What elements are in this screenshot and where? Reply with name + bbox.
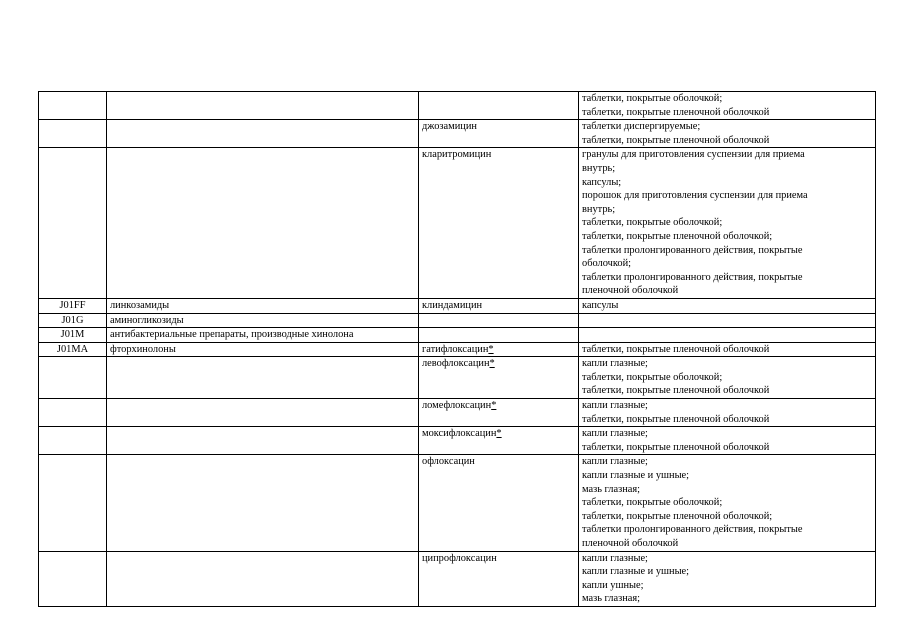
dosage-forms-cell — [579, 357, 876, 399]
drug-name: ципрофлоксацин — [422, 552, 497, 564]
atc-group-cell: линкозамиды — [107, 298, 419, 313]
dosage-form-line: таблетки, покрытые пленочной оболочкой — [582, 385, 770, 397]
atc-code-cell: J01MA — [39, 342, 107, 357]
table-row — [39, 328, 876, 343]
atc-code-cell — [39, 357, 107, 399]
dosage-form-line: таблетки пролонгированного действия, покрытые — [582, 271, 803, 283]
dosage-forms-cell — [579, 313, 876, 328]
dosage-forms-cell — [579, 455, 876, 551]
dosage-forms-cell — [579, 148, 876, 299]
dosage-form-line: мазь глазная; — [582, 593, 641, 605]
dosage-form-line: таблетки, покрытые пленочной оболочкой — [582, 106, 770, 118]
atc-code-cell: J01G — [39, 313, 107, 328]
atc-group-cell — [107, 455, 419, 551]
dosage-form-line: капли глазные; — [582, 400, 648, 412]
drug-name-cell — [419, 328, 579, 343]
dosage-form-line: таблетки пролонгированного действия, покрытые — [582, 244, 803, 256]
drug-name: клиндамицин — [422, 299, 483, 311]
table-row — [39, 148, 876, 299]
table-row — [39, 92, 876, 120]
dosage-form-line: капли ушные; — [582, 579, 644, 591]
dosage-form-line: таблетки, покрытые пленочной оболочкой — [582, 343, 770, 355]
dosage-form-line: капсулы — [582, 299, 619, 311]
atc-group-cell — [107, 92, 419, 120]
dosage-forms-cell — [579, 92, 876, 120]
dosage-form-line: таблетки, покрытые пленочной оболочкой; — [582, 230, 773, 242]
dosage-form-line: капли глазные; — [582, 552, 648, 564]
drug-name-cell — [419, 357, 579, 399]
drug-name-cell — [419, 551, 579, 606]
dosage-forms-cell — [579, 120, 876, 148]
dosage-form-line: мазь глазная; — [582, 483, 641, 495]
dosage-forms-cell — [579, 427, 876, 455]
dosage-form-line: таблетки, покрытые оболочкой; — [582, 497, 723, 509]
dosage-form-line: пленочной оболочкой — [582, 538, 679, 549]
dosage-form-line: таблетки, покрытые оболочкой; — [582, 93, 723, 104]
atc-code-cell — [39, 92, 107, 120]
drug-name: моксифлоксацин — [422, 428, 497, 440]
dosage-forms-cell — [579, 328, 876, 343]
atc-code-cell: J01FF — [39, 298, 107, 313]
drug-name-cell — [419, 427, 579, 455]
drug-name: джозамицин — [422, 121, 477, 133]
atc-group-cell — [107, 399, 419, 427]
footnote-marker: * — [496, 428, 502, 440]
drug-name: левофлоксацин — [422, 358, 490, 370]
table-row — [39, 427, 876, 455]
atc-code-cell — [39, 148, 107, 299]
drug-name: кларитромицин — [422, 149, 492, 161]
atc-code-cell — [39, 399, 107, 427]
dosage-forms-cell — [579, 551, 876, 606]
dosage-form-line: пленочной оболочкой — [582, 285, 679, 297]
dosage-form-line: таблетки, покрытые пленочной оболочкой — [582, 413, 770, 425]
drug-name-cell — [419, 455, 579, 551]
dosage-form-line: внутрь; — [582, 162, 616, 174]
table-row — [39, 313, 876, 328]
dosage-form-line: капли глазные; — [582, 358, 648, 370]
table-row — [39, 455, 876, 551]
footnote-marker: * — [489, 358, 495, 370]
dosage-form-line: капли глазные; — [582, 428, 648, 440]
dosage-form-line: таблетки пролонгированного действия, покрытые — [582, 524, 803, 536]
drug-name-cell — [419, 399, 579, 427]
drug-name: гатифлоксацин — [422, 343, 489, 355]
atc-code-cell — [39, 551, 107, 606]
dosage-form-line: капли глазные; — [582, 456, 648, 468]
atc-code-cell — [39, 427, 107, 455]
atc-group-cell — [107, 551, 419, 606]
dosage-form-line: капсулы; — [582, 176, 622, 188]
atc-code-cell: J01M — [39, 328, 107, 343]
drug-name: ломефлоксацин — [422, 400, 492, 412]
atc-code-cell — [39, 120, 107, 148]
dosage-forms-cell — [579, 298, 876, 313]
dosage-form-line: капли глазные и ушные; — [582, 566, 690, 578]
atc-group-cell: аминогликозиды — [107, 313, 419, 328]
dosage-forms-cell — [579, 399, 876, 427]
dosage-form-line: таблетки, покрытые оболочкой; — [582, 371, 723, 383]
table-row — [39, 399, 876, 427]
dosage-form-line: таблетки, покрытые пленочной оболочкой — [582, 134, 770, 146]
table-row — [39, 120, 876, 148]
drug-name-cell — [419, 120, 579, 148]
drug-name: офлоксацин — [422, 456, 475, 468]
atc-group-cell — [107, 357, 419, 399]
dosage-form-line: гранулы для приготовления суспензии для приема — [582, 149, 805, 161]
table-row — [39, 298, 876, 313]
dosage-form-line: оболочкой; — [582, 258, 632, 270]
dosage-form-line: внутрь; — [582, 203, 616, 215]
dosage-form-line: таблетки, покрытые пленочной оболочкой — [582, 441, 770, 453]
drug-name-cell — [419, 92, 579, 120]
dosage-form-line: порошок для приготовления суспензии для приема — [582, 190, 808, 202]
atc-group-cell — [107, 148, 419, 299]
atc-group-cell: фторхинолоны — [107, 342, 419, 357]
dosage-form-line: таблетки, покрытые пленочной оболочкой; — [582, 510, 773, 522]
atc-group-cell — [107, 427, 419, 455]
table-row — [39, 357, 876, 399]
dosage-form-line: капли глазные и ушные; — [582, 470, 690, 482]
table-row — [39, 551, 876, 606]
dosage-form-line: таблетки диспергируемые; — [582, 121, 701, 133]
drug-name-cell — [419, 313, 579, 328]
drug-name-cell — [419, 298, 579, 313]
dosage-form-line: таблетки, покрытые оболочкой; — [582, 217, 723, 229]
atc-group-cell — [107, 120, 419, 148]
footnote-marker: * — [491, 400, 497, 412]
footnote-marker: * — [488, 343, 494, 355]
atc-group-cell: антибактериальные препараты, производные хинолона — [107, 328, 419, 343]
dosage-forms-cell — [579, 342, 876, 357]
drug-table — [38, 91, 876, 607]
atc-code-cell — [39, 455, 107, 551]
drug-name-cell — [419, 342, 579, 357]
table-row — [39, 342, 876, 357]
drug-name-cell — [419, 148, 579, 299]
